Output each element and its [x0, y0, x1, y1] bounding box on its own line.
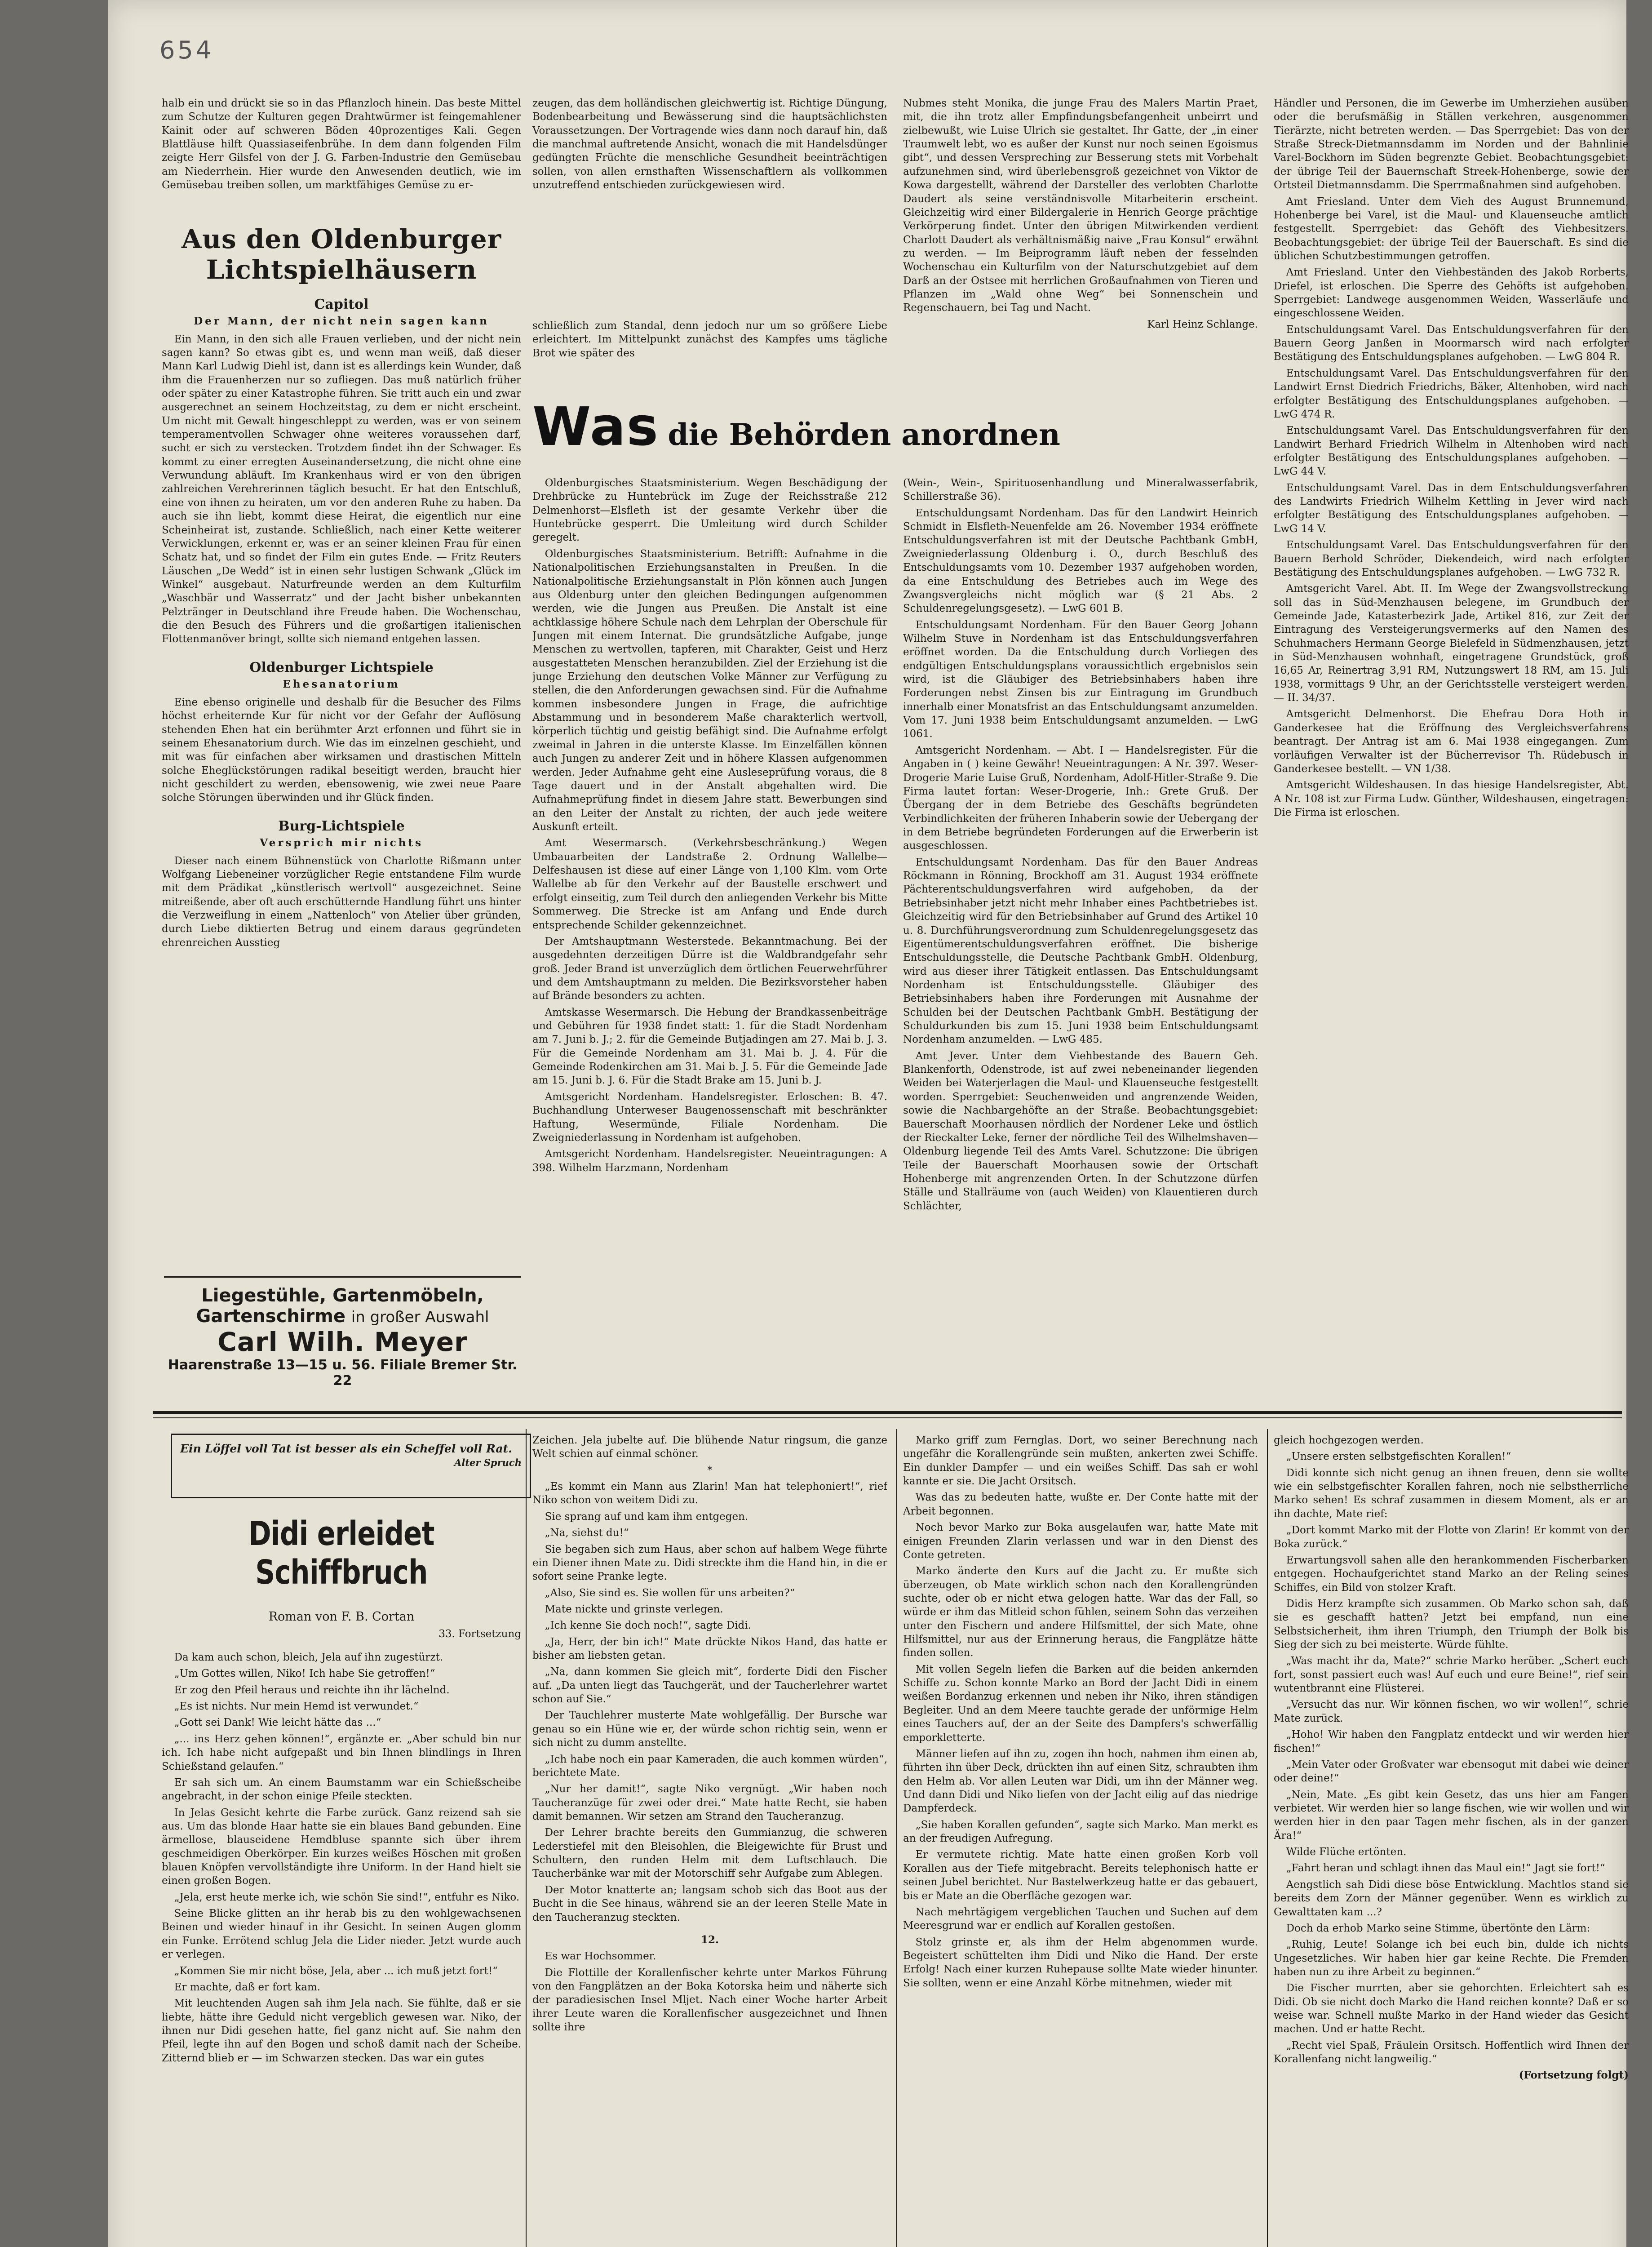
notice: Händler und Personen, die im Gewerbe im Umherziehen ausüben oder die berufsmäßig in Ställen verkehren, ausgenommen Tierärzte, nicht betreten werden. — Das Sperrgebiet: Das von der Straße Streck-Dietmannsdamm im Norden und der Bahnlinie Varel-Bockhorn im Süden begrenzte Gebiet. Beobachtungsgebiet: der übrige Teil der Bauernschaft Streek-Hohenberge, sowie der Ortsteil Dietmannsdamm. Die Sperrmaßnahmen sind aufgehoben.: [1274, 98, 1629, 191]
proverb-box: [171, 1434, 531, 1498]
novel-paragraph: „Ich kenne Sie doch noch!“, sagte Didi.: [545, 1620, 751, 1632]
top-column-2: [532, 97, 887, 312]
notice: Amt Friesland. Unter den Viehbeständen des Jakob Rorberts, Driefel, ist erloschen. Die Sperre des Gehöfts ist aufgehoben. Sperrgebiet: Landwege ausgenommen Weiden, Wasserläufe und eingeschlossene Weiden.: [1274, 266, 1629, 320]
notice: Oldenburgisches Staatsministerium. Betrifft: Aufnahme in die Nationalpolitischen Erziehungsanstalten in Preußen. In die Nationalpolitische Erziehungsanstalt in Plön können auch Jungen aus Oldenburg unter den gleichen Bedingungen aufgenommen werden, wie die Jungen aus Preußen. Die Anstalt ist eine achtklassige höhere Schule nach dem Lehrplan der Oberschule für Jungen mit einem Internat. Die grundsätzliche Aufgabe, junge Menschen zu wertvollen, tapferen, mit Charakter, Geist und Herz ausgestatteten Menschen heranzubilden. Ziel der Erziehung ist die junge Erziehung den deutschen Volke Männer zur Verfügung zu stellen, die den Anforderungen gewachsen sind. Für die Aufnahme kommen insbesondere Jungen in Frage, die aufrichtige Abstammung und in besonderem Maße charakterlich wertvoll, körperlich tüchtig und geistig befähigt sind. Die Aufnahme erfolgt zweimal in Jahren in die unterste Klasse. Im Einzelfällen können auch Jungen zu anderer Zeit und in höhere Klassen aufgenommen werden. Jeder Aufnahme geht eine Ausleseprüfung voraus, die 8 Tage dauert und in der Anstalt abgehalten wird. Die Aufnahmeprüfung findet in diesem Jahre statt. Bewerbungen sind an den Leiter der Anstalt zu richten, der auch jede weitere Auskunft erteilt.: [532, 548, 887, 833]
novel-paragraph: „Also, Sie sind es. Sie wollen für uns arbeiten?“: [545, 1587, 795, 1599]
section-divider: [153, 1411, 1622, 1414]
novel-paragraph: „Sie haben Korallen gefunden“, sagte sich Marko. Man merkt es an der freudigen Aufregung.: [903, 1819, 1258, 1845]
capitol-review: Ein Mann, in den sich alle Frauen verlieben, und der nicht nein sagen kann? So etwas gibt es, und wenn man weiß, daß dieser Mann Karl Ludwig Diehl ist, dann ist es allerdings kein Wunder, daß ihm die Frauenherzen nur so zufliegen. Das muß natürlich früher oder später zu einer Katastrophe führen. Sie tritt auch ein und zwar ausgerechnet an seinem Hochzeitstag, zu dem er nicht erscheint. Um nicht mit Gewalt hingeschleppt zu werden, was er von seinem temperamentvollen Schwager ohne weiteres voraussehen darf, sucht er sich zu verstecken. Trotzdem findet ihn der Schwager. Es kommt zu einer erregten Auseinandersetzung, die nicht ohne eine Verwundung abläuft. Im Krankenhaus wird er von den übrigen zahlreichen Verehrerinnen täglich besucht. Er hat den Entschluß, eine von ihnen zu heiraten, um vor den anderen Ruhe zu haben. Da auch sie ihn liebt, kommt diese Heirat, die eigentlich nur eine Scheinheirat ist, zustande. Schließlich, nach einer Kette weiterer Verwicklungen, erkennt er, was er an seiner kleinen Frau für einen Schatz hat, und so findet der Film ein gutes Ende. — Fritz Reuters Läuschen „De Wedd“ ist in einen sehr lustigen Schwank „Glück im Winkel“ ausgebaut. Naturfreunde werden an dem Kulturfilm „Waschbär und Wasserratz“ und der Jacht bisher unbekannten Pelztränger in Deutschland ihre Freude haben. Die Wochenschau, die den Besuch des Führers und die großartigen italienischen Flottenmanöver bringt, sollte sich niemand entgehen lassen.: [162, 333, 521, 645]
novel-paragraph: „Es ist nichts. Nur mein Hemd ist verwundet.“: [174, 1701, 419, 1713]
novel-paragraph: „Es kommt ein Mann aus Zlarin! Man hat telephoniert!“, rief Niko schon von weitem Didi zu.: [532, 1481, 887, 1506]
column-rule: [1267, 1429, 1268, 2247]
top-column-3: [903, 97, 1258, 402]
notice: Entschuldungsamt Varel. Das Entschuldungsverfahren für den Landwirt Berhard Friedrich Wilhelm in Altenhoben wird nach erfolgter Bestätigung des Entschuldungsplanes aufgehoben. — LwG 44 V.: [1274, 425, 1629, 478]
novel-paragraph: „Jela, erst heute merke ich, wie schön Sie sind!“, entfuhr es Niko.: [174, 1891, 520, 1903]
novel-paragraph: „Mein Vater oder Großvater war ebensogut mit dabei wie deiner oder deine!“: [1274, 1759, 1629, 1785]
behoerden-banner-rest: die Behörden anordnen: [668, 417, 1060, 452]
novel-paragraph: „Unsere ersten selbstgefischten Korallen!“: [1286, 1451, 1511, 1463]
notice: Amt Friesland. Unter dem Vieh des August Brunnemund, Hohenberge bei Varel, ist die Maul- und Klauenseuche amtlich festgestellt. Sperrgebiet: das Gehöft des Viehbesitzers. Beobachtungsgebiet: der übrige Teil der Bauerschaft. Es sind die üblichen Schutzbestimmungen getroffen.: [1274, 195, 1629, 262]
burg-subheading: Versprich mir nichts: [259, 836, 424, 849]
novel-paragraph: Was das zu bedeuten hatte, wußte er. Der Conte hatte mit der Arbeit begonnen.: [903, 1492, 1258, 1517]
novel-paragraph: „Fahrt heran und schlagt ihnen das Maul ein!“ Jagt sie fort!“: [1286, 1862, 1605, 1874]
article-continuation: halb ein und drückt sie so in das Pflanzloch hinein. Das beste Mittel zum Schutze der Kulturen gegen Drahtwürmer ist feingemahlener Kainit oder auf schweren Böden 40prozentiges Kali. Gegen Blattläuse hilft Quassiaseifenbrühe. In dem dann folgenden Film zeigte Herr Gilsfel von der J. G. Farben-Industrie den Gemüsebau am Niederrhein. Hier wurde den Anwesenden deutlich, wie im Gemüsebau treiben sollen, um marktfähiges Gemüse zu er-: [162, 98, 521, 191]
novel-paragraph: Der Tauchlehrer musterte Mate wohlgefällig. Der Bursche war genau so ein Hüne wie er, der würde schon richtig sein, wenn er sich nicht zu dumm anstellte.: [532, 1710, 887, 1749]
novel-paragraph: In Jelas Gesicht kehrte die Farbe zurück. Ganz reizend sah sie aus. Um das blonde Haar hatte sie ein blaues Band gebunden. Eine ärmellose, blauseidene Hemdbluse spannte sich über ihrem geschmeidigen Oberkörper. Ein kurzes weißes Höschen mit großen blauen Knöpfen vervollständigte ihre Uniform. In der Hand hielt sie einen großen Bogen.: [162, 1807, 521, 1887]
novel-paragraph: „Na, siehst du!“: [545, 1527, 629, 1539]
novel-paragraph: „Nein, Mate. „Es gibt kein Gesetz, das uns hier am Fangen verbietet. Wir werden hier so lange fischen, wie wir wollen und wir werden hier in den paar Tagen mehr fischen, als in der ganzen Ära!“: [1274, 1789, 1629, 1842]
notice: Entschuldungsamt Varel. Das Entschuldungsverfahren für den Landwirt Ernst Diedrich Friedrichs, Bäker, Altenhoben, wird nach erfolgter Bestätigung des Entschuldungsplanes aufgehoben. — LwG 474 R.: [1274, 367, 1629, 420]
to-be-continued: (Fortsetzung folgt): [1519, 2069, 1629, 2082]
novel-paragraph: Sie sprang auf und kam ihm entgegen.: [545, 1510, 748, 1523]
notice: Amt Wesermarsch. (Verkehrsbeschränkung.) Wegen Umbauarbeiten der Landstraße 2. Ordnung Wallelbe—Delfeshausen ist diese auf einer Länge von 1,100 Klm. vom Orte Wallelbe ab für den Verkehr auf der Baustelle erschwert und erfolgt einseitig, zum Teil durch den anliegenden Verkehr bis Mitte Sommerweg. Die Strecke ist am Anfang und Ende durch entsprechende Schilder gekennzeichnet.: [532, 837, 887, 931]
notice: Entschuldungsamt Varel. Das Entschuldungsverfahren für den Bauern Berhold Schröder, Diekendeich, wird nach erfolgter Bestätigung des Entschuldungsplanes aufgehoben. — LwG 732 R.: [1274, 539, 1629, 578]
column-rule: [526, 1429, 527, 2247]
novel-paragraph: Er vermutete richtig. Mate hatte einen großen Korb voll Korallen aus der Tiefe mitgebracht. Bereits telephonisch hatte er seinen Jubel berichtet. Nur Bastelwerkzeug hatte er das gebauert, bis er Mate an die Oberfläche gezogen war.: [903, 1849, 1258, 1902]
novel-paragraph: „Versucht das nur. Wir können fischen, wo wir wollen!“, schrie Mate zurück.: [1274, 1699, 1629, 1724]
novel-paragraph: Didi konnte sich nicht genug an ihnen freuen, denn sie wollte wie ein selbstgefischter Korallen fahren, noch nie selbstherrliche Marko sehen! Es schraf zusammen in diesem Moment, als er an ihn dachte, Mate rief:: [1274, 1467, 1629, 1520]
novel-paragraph: Doch da erhob Marko seine Stimme, übertönte den Lärm:: [1286, 1922, 1590, 1934]
section-divider-thin: [153, 1417, 1622, 1418]
novel-paragraph: „Hoho! Wir haben den Fangplatz entdeckt und wir werden hier fischen!“: [1274, 1729, 1629, 1754]
novel-column-3: [903, 1434, 1258, 2247]
proverb-source: Alter Spruch: [454, 1457, 522, 1468]
novel-paragraph: „Na, dann kommen Sie gleich mit“, forderte Didi den Fischer auf. „Da unten liegt das Tauchgerät, und der Taucherlehrer wartet schon auf Sie.“: [532, 1666, 887, 1705]
novel-paragraph: Er sah sich um. An einem Baumstamm war ein Schießscheibe angebracht, in der schon einige Pfeile steckten.: [162, 1776, 521, 1803]
olb-subheading: Ehesanatorium: [283, 678, 400, 690]
behoerden-column-a: [532, 476, 887, 1380]
novel-paragraph: „Dort kommt Marko mit der Flotte von Zlarin! Er kommt von der Boka zurück.“: [1274, 1524, 1629, 1550]
novel-paragraph: Männer liefen auf ihn zu, zogen ihn hoch, nahmen ihm einen ab, führten ihn über Deck, drückten ihn auf einen Sitz, schraubten ihm den Helm ab. Vor allen Leuten war Didi, um ihn der Männer weg. Und dann Didi und Niko liefen von der Jacht eilig auf das niedrige Dampferdeck.: [903, 1748, 1258, 1815]
novel-paragraph: Der Lehrer brachte bereits den Gummianzug, die schweren Lederstiefel mit den Bleisohlen, die Bleigewichte für Brust und Schultern, den runden Helm mit dem Luftschlauch. Die Taucherbänke war mit der Motorschiff sehr Aufgabe zum Ablegen.: [532, 1827, 887, 1880]
ad-line-2: [164, 1306, 521, 1327]
notice: Amt Jever. Unter dem Viehbestande des Bauern Geh. Blankenforth, Odenstrode, ist auf zwei nebeneinander liegenden Weiden bei Waterjerlagen die Maul- und Klauenseuche festgestellt worden. Sperrgebiet: Seuchenweiden und angrenzende Weiden, sowie die Nachbargehöfte an der Straße. Beobachtungsgebiet: Bauerschaft Moorhausen nördlich der Nordener Leke und östlich der Rieckalter Leke, ferner der nördliche Teil des Wilhelmshaven—Oldenburg liegende Teil des Amts Varel. Schutzzone: Die übrigen Teile der Bauerschaft Moorhausen sowie der Ortschaft Hohenberge mit angrenzenden Orten. In der Schutzzone dürfen Ställe und Stallräume von (auch Weiden) von Klauentieren durch Schlächter,: [903, 1050, 1258, 1212]
novel-paragraph: „Ruhig, Leute! Solange ich bei euch bin, dulde ich nichts Ungesetzliches. Wir haben hier gar keine Rechte. Die Fremden haben nun zu ihre Arbeit zu beginnen.“: [1274, 1939, 1629, 1978]
notice: Entschuldungsamt Varel. Das in dem Entschuldungsverfahren des Landwirts Friedrich Wilhelm Kettling in Jever wird nach erfolgter Bestätigung des Entschuldungsplanes aufgehoben. — LwG 14 V.: [1274, 482, 1629, 535]
capitol-heading: Capitol: [314, 296, 369, 312]
notice: Amtsgericht Delmenhorst. Die Ehefrau Dora Hoth in Ganderkesee hat die Eröffnung des Vergleichsverfahrens beantragt. Der Antrag ist am 6. Mai 1938 eingegangen. Zum vorläufigen Verwalter ist der Bücherrevisor Th. Rüdebusch in Ganderkesee bestellt. — VN 1/38.: [1274, 708, 1629, 775]
novel-paragraph: Aengstlich sah Didi diese böse Entwicklung. Machtlos stand sie bereits dem Zorn der Männer gegenüber. Wenn es wirklich zu Gewalttaten kam ...?: [1274, 1878, 1629, 1918]
notice: Entschuldungsamt Varel. Das Entschuldungsverfahren für den Bauern Georg Janßen in Moormarsch wird nach erfolgter Bestätigung des Entschuldungsplanes aufgehoben. — LwG 804 R.: [1274, 324, 1629, 363]
novel-paragraph: „Was macht ihr da, Mate?“ schrie Marko herüber. „Schert euch fort, sonst passiert euch was! Auf euch und eure Beine!“, rief sein wutentbrannt eine Flüsterei.: [1274, 1655, 1629, 1695]
behoerden-column-b: [903, 476, 1258, 1380]
article-continuation-2: zeugen, das dem holländischen gleichwertig ist. Richtige Düngung, Bodenbearbeitung und Bewässerung sind die hauptsächlichsten Voraussetzungen. Der Vortragende wies dann noch darauf hin, daß die manchmal auftretende Ansicht, wonach die mit Handelsdünger gedüngten Früchte die menschliche Gesundheit beeinträchtigen sollen, von allen ernsthaften Wissenschaftlern als vollkommen unzutreffend entschieden zurückgewiesen wird.: [532, 98, 887, 191]
novel-paragraph: Die Flottille der Korallenfischer kehrte unter Markos Führung von den Fangplätzen an der Boka Kotorska heim und näherte sich der paradiesischen Insel Mljet. Nach einer Woche harter Arbeit ihrer Leute waren die Korallenfischer ausgezeichnet und Ihnen sollte ihre: [532, 1967, 887, 2034]
notice: Amtsgericht Wildeshausen. In das hiesige Handelsregister, Abt. A Nr. 108 ist zur Firma Ludw. Günther, Wildeshausen, eingetragen: Die Firma ist erloschen.: [1274, 779, 1629, 818]
novel-paragraph: „Gott sei Dank! Wie leicht hätte das ...“: [174, 1717, 381, 1729]
novel-paragraph: Stolz grinste er, als ihm der Helm abgenommen wurde. Begeistert schüttelten ihm Didi und Niko die Hand. Der erste Erfolg! Nach einer kurzen Ruhepause sollte Mate wieder hinunter. Sie sollten, wenn er eine Anzahl Körbe mitnehmen, wieder mit: [903, 1936, 1258, 1989]
novel-paragraph: Die Fischer murrten, aber sie gehorchten. Erleichtert sah es Didi. Ob sie nicht doch Marko die Hand reichen konnte? Daß er so weise war. Schnell mußte Marko in der Hand wieder das Gesicht machen. Und er hatte Recht.: [1274, 1982, 1629, 2035]
novel-title: Didi erleidet Schiffbruch: [248, 1514, 434, 1592]
ad-line-1: Liegestühle, Gartenmöbeln,: [201, 1285, 484, 1306]
novel-paragraph: Nach mehrtägigem vergeblichen Tauchen und Suchen auf dem Meeresgrund war er endlich auf Korallen gestoßen.: [903, 1906, 1258, 1932]
notice: Entschuldungsamt Nordenham. Für den Bauer Georg Johann Wilhelm Stuve in Nordenham ist das Entschuldungsverfahren eröffnet worden. Da die Entschuldung durch Vorliegen des endgültigen Entschuldungsplans voraussichtlich ergebnislos sein wird, ist die Gläubiger des Betriebsinhabers haben ihre Forderungen nebst Zinsen bis zur Eintragung im Grundbuch innerhalb einer Monatsfrist an das Entschuldungsamt anzumelden. Vom 17. Juni 1938 beim Entschuldungsamt anzumelden. — LwG 1061.: [903, 619, 1258, 740]
novel-column-4: [1274, 1434, 1629, 2247]
novel-paragraph: Wilde Flüche ertönten.: [1286, 1846, 1407, 1858]
proverb-text: Ein Löffel voll Tat ist besser als ein Scheffel voll Rat.: [180, 1442, 512, 1455]
novel-paragraph: Mit leuchtenden Augen sah ihm Jela nach. Sie fühlte, daß er sie liebte, hätte ihre Geduld nicht vergeblich gewesen war. Niko, der ihnen nur Didi gesehen hatte, fiel ganz nicht auf. Sie nahm den Pfeil, legte ihn auf den Bogen und schoß damit nach der Scheibe. Zitternd blieb er — im Schwarzen stecken. Das war ein gutes: [162, 1998, 521, 2064]
notice: Amtsgericht Varel. Abt. II. Im Wege der Zwangsvollstreckung soll das in Süd-Menzhausen belegene, im Grundbuch der Gemeinde Jade, Katasterbezirk Jade, Artikel 816, zur Zeit der Eintragung des Versteigerungsvermerks auf den Namen des Schuhmachers Hermann George Bielefeld in Südmenzhausen, jetzt in Süd-Menzhausen wohnhaft, eingetragene Grundstück, groß 16,65 Ar, Reinertrag 3,91 RM, Nutzungswert 18 RM, am 15. Juli 1938, vormittags 9 Uhr, an der Gerichtsstelle versteigert werden. — II. 34/37.: [1274, 583, 1629, 704]
notice: (Wein-, Wein-, Spirituosenhandlung und Mineralwasserfabrik, Schillerstraße 36).: [903, 477, 1258, 503]
ad-line-2-bold: Gartenschirme: [196, 1306, 346, 1327]
review-continuation: Nubmes steht Monika, die junge Frau des Malers Martin Praet, mit, die ihn trotz aller Empfindungsbefangenheit unbeirrt und zielbewußt, wie Luise Ulrich sie gestaltet. Ihr Gatte, der „in einer Traumwelt lebt, wo es außer der Kunst nur noch seinen Egoismus gibt“, und dessen Verspreching zur Besserung stets mit Vorbehalt aufzunehmen sind, wird überlebensgroß gezeichnet von Viktor de Kowa dargestellt, während der Darsteller des verlobten Charlotte Daudert als seine verständnisvolle Mitarbeiterin erscheint. Gleichzeitig wird einer Bildergalerie in Henrich George prächtige Verkörperung findet. Unter den übrigen Mitwirkenden verdient Charlott Daudert als verhältnismäßig naive „Frau Konsul“ erwähnt zu werden. — Im Beiprogramm läuft neben der fesselnden Wochenschau ein Kulturfilm von der Naturschutzgebiet auf dem Darß an der Ostsee mit herrlichen Großaufnahmen von Tieren und Pflanzen im „Wald ohne Weg“ bei Sonnenschein und Regenschauern, bei Tag und Nacht.: [903, 98, 1258, 314]
novel-paragraph: Didis Herz krampfte sich zusammen. Ob Marko schon sah, daß sie es geschafft hatten? Jetzt bei empfand, nun eine Selbstsicherheit, ihm ihren Triumph, den Triumph der Bolk bis Sieg der sich zu bei meisterte. Würde fühlte.: [1274, 1598, 1629, 1651]
capitol-review-continuation: schließlich zum Standal, denn jedoch nur um so größere Liebe erleichtert. Im Mittelpunkt zunächst des Kampfes ums tägliche Brot wie später des: [532, 320, 887, 359]
notice: Der Amtshauptmann Westerstede. Bekanntmachung. Bei der ausgedehnten derzeitigen Dürre ist die Waldbrandgefahr sehr groß. Jeder Brand ist unverzüglich dem örtlichen Feuerwehrführer und dem Amtshauptmann zu melden. Die Bezirksvorsteher haben auf Brände besonders zu achten.: [532, 935, 887, 1002]
top-column-1: [162, 97, 521, 1382]
review-signature: Karl Heinz Schlange.: [1147, 318, 1258, 330]
novel-author: Roman von F. B. Cortan: [268, 1610, 415, 1624]
page-number: 654: [159, 36, 214, 64]
novel-paragraph: Da kam auch schon, bleich, Jela auf ihn zugestürzt.: [174, 1652, 443, 1663]
burg-heading: Burg-Lichtspiele: [278, 818, 405, 834]
burg-review: Dieser nach einem Bühnenstück von Charlotte Rißmann unter Wolfgang Liebeneiner vorzüglicher Regie entstandene Film wurde mit dem Prädikat „künstlerisch wertvoll“ ausgezeichnet. Seine mitreißende, aber oft auch erschütternde Handlung führt uns hinter die Verzweiflung in einem „Nattenloch“ von Atelier über gründen, durch Liebe diktierten Betrug und einem daraus gegründeten ehrenreichen Ausstieg: [162, 855, 521, 949]
olb-review: Eine ebenso originelle und deshalb für die Besucher des Films höchst erheiternde Kur für nicht vor der Gefahr der Auflösung stehenden Ehen hat ein berühmter Arzt erfonnen und führt sie in seinem Ehesanatorium durch. Wie das im einzelnen geschieht, und mit was für einfachen aber wirksamen und drastischen Mitteln solche Eheglückstörungen radikal beseitigt werden, braucht hier nicht geschildert zu werden, ebensowenig, wie zwei neue Paare solche Störungen überwinden und ihr Glück finden.: [162, 696, 521, 804]
lichtspiele-heading: Aus den Oldenburger Lichtspielhäusern: [181, 223, 502, 285]
top-column-2-mid: [532, 319, 887, 395]
olb-heading: Oldenburger Lichtspiele: [249, 659, 434, 675]
ad-company-name: Carl Wilh. Meyer: [217, 1327, 468, 1357]
ad-line-2-normal: in großer Auswahl: [351, 1308, 489, 1326]
novel-part: 33. Fortsetzung: [438, 1628, 521, 1640]
novel-paragraph: Noch bevor Marko zur Boka ausgelaufen war, hatte Mate mit einigen Freunden Zlarin verlassen und war in den Dienst des Conte getreten.: [903, 1522, 1258, 1561]
novel-paragraph: „Ja, Herr, der bin ich!“ Mate drückte Nikos Hand, das hatte er bisher am liebsten getan.: [532, 1636, 887, 1662]
notice: Entschuldungsamt Nordenham. Das für den Bauer Andreas Röckmann in Rönning, Brockhoff am 31. August 1934 eröffnete Pächterentschuldungsverfahren wird aufgehoben, da der Betriebsinhaber jetzt nicht mehr Inhaber eines Pachtbetriebes ist. Gleichzeitig wird für den Betriebsinhaber auf Grund des Artikel 10 u. 8. Durchführungsverordnung zum Schuldenregelungsgesetz das Eigentümerentschuldungsverfahren eröffnet. Die bisherige Entschuldungsstelle, die Deutsche Pachtbank GmbH. Oldenburg, wird aus dieser ihrer Tätigkeit entlassen. Das Entschuldungsamt Nordenham ist Entschuldungsstelle. Gläubiger des Betriebsinhabers haben ihre Forderungen mit Ausnahme der Schulden bei der Deutschen Pachtbank GmbH. Bestätigung der Schuldurkunden bis zum 15. Juni 1938 beim Entschuldungsamt Nordenham anzumelden. — LwG 485.: [903, 856, 1258, 1046]
novel-paragraph: Marko griff zum Fernglas. Dort, wo seiner Berechnung nach ungefähr die Korallengründe sein mußten, ankerten zwei Schiffe. Ein dunkler Dampfer — und ein weißes Schiff. Das sah er wohl kannte er sie. Die Jacht Orsitsch.: [903, 1434, 1258, 1488]
notice: Oldenburgisches Staatsministerium. Wegen Beschädigung der Drehbrücke zu Huntebrück im Zuge der Reichsstraße 212 Delmenhorst—Elsfleth ist der gesamte Verkehr über die Huntebrücke gesperrt. Die Umleitung wird durch Schilder geregelt.: [532, 477, 887, 544]
novel-paragraph: Marko änderte den Kurs auf die Jacht zu. Er mußte sich überzeugen, ob Mate wirklich schon nach den Korallengründen suchte, oder ob er nicht etwa gelogen hatte. War das der Fall, so würde er ihm das Mitleid schon fühlen, seinem Sohn das verzeihen unter den Fischern und andere Hilfsmittel, der sich Mate, ohne Hilfsmittel, nur aus der Erinnerung heraus, die Fangplätze hätte finden sollen.: [903, 1565, 1258, 1659]
behoerden-banner-was: Was: [532, 395, 659, 457]
novel-paragraph: Erwartungsvoll sahen alle den herankommenden Fischerbarken entgegen. Hochaufgerichtet stand Marko an der Reling seines Schiffes, ein Bild von stolzer Kraft.: [1274, 1554, 1629, 1594]
novel-paragraph: Der Motor knatterte an; langsam schob sich das Boot aus der Bucht in die See hinaus, während sie an der leeren Stelle Mate in den Taucheranzug steckten.: [532, 1884, 887, 1923]
top-column-4: [1274, 97, 1629, 1382]
behoerden-banner: [532, 395, 1260, 457]
novel-paragraph: Sie begaben sich zum Haus, aber schon auf halbem Wege führte ein Diener ihnen Mate zu. Didi streckte ihm die Hand hin, in die er sofort seine Pranke legte.: [532, 1543, 887, 1583]
novel-paragraph: „Ich habe noch ein paar Kameraden, die auch kommen würden“, berichtete Mate.: [532, 1753, 887, 1779]
novel-paragraph: „... ins Herz gehen können!“, ergänzte er. „Aber schuld bin nur ich. Ich habe nicht aufgepaßt und bin Ihnen blindlings in Ihren Schießstand gelaufen.“: [162, 1733, 521, 1772]
novel-paragraph: Seine Blicke glitten an ihr herab bis zu den wohlgewachsenen Beinen und wieder hinauf in ihr Gesicht. In seinen Augen glomm ein Funke. Errötend schlug Jela die Lider nieder. Jetzt wurde auch er verlegen.: [162, 1908, 521, 1961]
column-rule: [896, 1429, 897, 2247]
novel-column-1: [162, 1514, 521, 2247]
novel-paragraph: „Recht viel Spaß, Fräulein Orsitsch. Hoffentlich wird Ihnen der Korallenfang nicht langweilig.“: [1274, 2039, 1629, 2065]
section-asterisk: *: [707, 1464, 713, 1476]
newspaper-page: [108, 0, 1629, 2247]
capitol-subheading: Der Mann, der nicht nein sagen kann: [194, 315, 489, 327]
novel-column-2: [532, 1434, 887, 2247]
novel-paragraph: Mit vollen Segeln liefen die Barken auf die beiden ankernden Schiffe zu. Schon konnte Marko an Bord der Jacht Didi in einem weißen Bordanzug erkennen und neben ihr Niko, ihren ständigen Begleiter. Und an dem Meere tauchte gerade der unförmige Helm eines Tauchers auf, der an der Seite des Dampfers's schwerfällig emporkletterte.: [903, 1663, 1258, 1744]
notice: Amtsgericht Nordenham. Handelsregister. Erloschen: B. 47. Buchhandlung Unterweser Baugenossenschaft mit beschränkter Haftung, Wesermünde, Filiale Nordenham. Die Zweigniederlassung in Nordenham ist aufgehoben.: [532, 1091, 887, 1144]
novel-paragraph: gleich hochgezogen werden.: [1274, 1434, 1424, 1446]
novel-paragraph: Er zog den Pfeil heraus und reichte ihn ihr lächelnd.: [174, 1684, 450, 1696]
chapter-number: 12.: [700, 1933, 719, 1946]
novel-paragraph: Es war Hochsommer.: [545, 1950, 656, 1963]
ad-top-rule: [164, 1276, 521, 1278]
ad-address: Haarenstraße 13—15 u. 56. Filiale Bremer Str. 22: [168, 1357, 518, 1389]
novel-paragraph: Zeichen. Jela jubelte auf. Die blühende Natur ringsum, die ganze Welt schien auf einmal schöner.: [532, 1434, 887, 1460]
notice: Amtsgericht Nordenham. Handelsregister. Neueintragungen: A 398. Wilhelm Harzmann, Nordenham: [532, 1148, 887, 1174]
novel-paragraph: Er machte, daß er fort kam.: [174, 1981, 321, 1993]
furniture-advertisement: [164, 1285, 521, 1389]
novel-paragraph: Mate nickte und grinste verlegen.: [545, 1603, 723, 1615]
novel-paragraph: „Um Gottes willen, Niko! Ich habe Sie getroffen!“: [174, 1668, 435, 1680]
novel-paragraph: „Kommen Sie mir nicht böse, Jela, aber ... ich muß jetzt fort!“: [174, 1965, 498, 1977]
notice: Amtskasse Wesermarsch. Die Hebung der Brandkassenbeiträge und Gebühren für 1938 findet statt: 1. für die Stadt Nordenham am 7. Juni b. J.; 2. für die Gemeinde Butjadingen am 27. Mai b. J. 3. Für die Gemeinde Nordenham am 31. Mai b. J. 4. Für die Gemeinde Rodenkirchen am 31. Mai b. J. 5. Für die Gemeinde Jade am 15. Juni b. J. 6. Für die Stadt Brake am 15. Juni b. J.: [532, 1006, 887, 1087]
notice: Amtsgericht Nordenham. — Abt. I — Handelsregister. Für die Angaben in ( ) keine Gewähr! Neueintragungen: A Nr. 397. Weser-Drogerie Marie Luise Gruß, Nordenham, Adolf-Hitler-Straße 9. Die Firma lautet fortan: Weser-Drogerie, Inh.: Grete Gruß. Der Übergang der in dem Betriebe des Geschäfts begründeten Verbindlichkeiten der früheren Inhaberin sowie der Uebergang der in dem Betriebe begründeten Forderungen auf die Erwerberin ist ausgeschlossen.: [903, 744, 1258, 852]
notice: Entschuldungsamt Nordenham. Das für den Landwirt Heinrich Schmidt in Elsfleth-Neuenfelde am 26. November 1934 eröffnete Entschuldungsverfahren ist mit der Deutsche Pachtbank GmbH, Zweigniederlassung Oldenburg i. O., durch Beschluß des Entschuldungsamts vom 10. Dezember 1937 aufgehoben worden, da eine Entschuldung des Betriebes auch im Wege des Zwangsvergleichs nicht möglich war (§ 21 Abs. 2 Schuldenregelungsgesetz). — LwG 601 B.: [903, 507, 1258, 615]
novel-paragraph: „Nur her damit!“, sagte Niko vergnügt. „Wir haben noch Taucheranzüge für zwei oder drei.“ Mate hatte Recht, sie haben damit bemannen. Wir setzen am Strand den Taucheranzug.: [532, 1783, 887, 1822]
